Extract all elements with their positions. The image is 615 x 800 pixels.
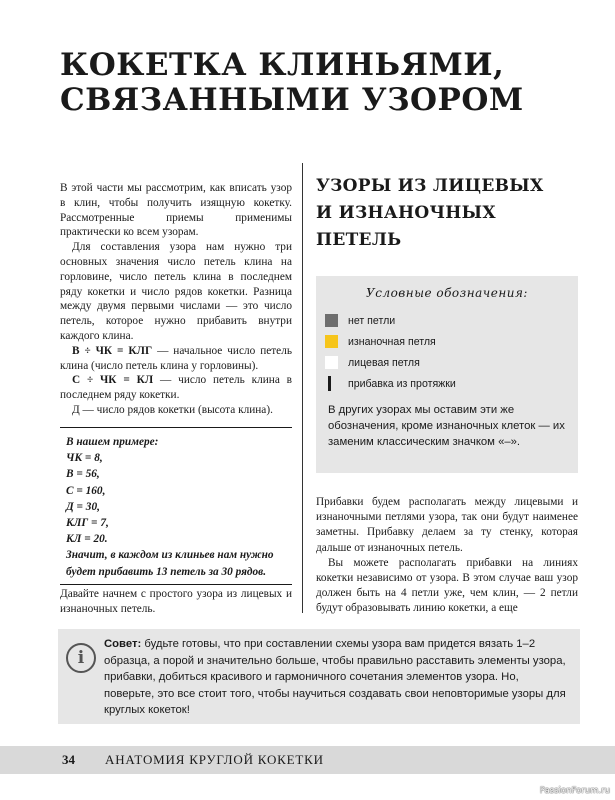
section-title-line-2: И ИЗНАНОЧНЫХ [316,203,496,223]
page-title [60,48,580,118]
legend-item-label: прибавка из протяжки [348,377,456,390]
formula-klg [60,344,292,374]
legend-title: Условные обозначения: [366,286,528,300]
tip-text [104,636,572,719]
intro-paragraph: В этой части мы рассмотрим, как вписать узор в клин, чтобы получить изящную кокетку. Рассмотренные приемы применимы практически ко всем узорам. [60,182,292,239]
formula-d: Д — число рядов кокетки (высота клина). [72,403,273,416]
example-line: КЛ = 20. [66,533,108,546]
yellow-square-icon [325,335,338,348]
section-title-line-1: УЗОРЫ ИЗ ЛИЦЕВЫХ [316,176,544,196]
example-line: Значит, в каждом из клиньев нам нужно [66,549,274,562]
legend-item-label: лицевая петля [348,356,420,369]
section-title-line-3: ПЕТЕЛЬ [316,230,402,250]
formula-klg-expr: В ÷ ЧК = КЛГ [72,344,153,357]
example-line: В = 56, [66,468,100,481]
page-footer [0,746,615,774]
after-example-paragraph: Давайте начнем с простого узора из лицевых и изнаночных петель. [60,588,292,615]
example-line: Д = 30, [66,500,100,513]
example-box [60,427,292,585]
method-paragraph: Для составления узора нам нужно три основных значения число петель клина на горловине, число петель клина в последнем ряду кокетки и число рядов кокетки. Разница между двумя первыми числами — это число петель, которое нужно прибавить внутри каждого клина. [60,241,292,342]
running-title: АНАТОМИЯ КРУГЛОЙ КОКЕТКИ [105,752,324,767]
example-line: В нашем примере: [66,436,159,448]
example-line: С = 160, [66,484,106,497]
title-line-2: СВЯЗАННЫМИ УЗОРОМ [60,82,524,118]
legend-item-increase [328,373,566,394]
right-column [316,495,578,617]
legend-item-label: нет петли [348,314,396,327]
page-number: 34 [62,752,75,767]
column-divider [302,163,303,613]
legend-item-label: изнаночная петля [348,335,436,348]
increase-paragraph: Прибавки будем располагать между лицевыми и изнаночными петлями узора, так они будут наименее заметны. Прибавку делаем за ту стенку, которая дальше от изнаночных петель. [316,496,578,554]
formula-kl [60,373,292,403]
title-line-1: КОКЕТКА КЛИНЬЯМИ, [60,47,505,83]
info-icon: i [66,643,96,673]
legend-item-knit [328,352,566,373]
legend-note: В других узорах мы оставим эти же обозначения, кроме изнаночных клеток — их заменим классическим значком «–». [328,404,565,448]
example-line: будет прибавить 13 петель за 30 рядов. [66,565,267,578]
gray-square-icon [325,314,338,327]
legend-box [316,276,578,473]
formula-kl-desc: — число петель клина в последнем ряду кокетки. [60,374,292,402]
tip-body: будьте готовы, что при составлении схемы узора вам придется вязать 1–2 образца, а порой и значительно больше, чтобы правильно расставить элементы узора, прибавки, добиться красивого и гармоничного сочетания элементов узора. Но, поверьте, это все стоит того, чтобы научиться создавать свои неповторимые узоры для круглых кокеток! [104,638,566,717]
formula-kl-expr: С ÷ ЧК = КЛ [72,374,154,387]
legend-item-purl [328,331,566,352]
legend-item-no-stitch [328,310,566,331]
section-title [316,173,576,254]
example-line: КЛГ = 7, [66,517,109,530]
tip-label: Совет: [104,638,142,650]
formula-klg-desc: — начальное число петель клина (число петель клина у горловины). [60,344,292,372]
vertical-bar-icon [325,377,338,390]
placement-paragraph: Вы можете располагать прибавки на линиях кокетки независимо от узора. В этом случае ваш узор должен быть на 4 петли уже, чем клин, — 2 петли будут образовывать линию кокетки, а еще [316,556,578,615]
white-square-icon [325,356,338,369]
watermark: PassionForum.ru [539,786,610,796]
example-line: ЧК = 8, [66,452,103,465]
left-column [60,181,292,418]
tip-box [58,629,580,724]
